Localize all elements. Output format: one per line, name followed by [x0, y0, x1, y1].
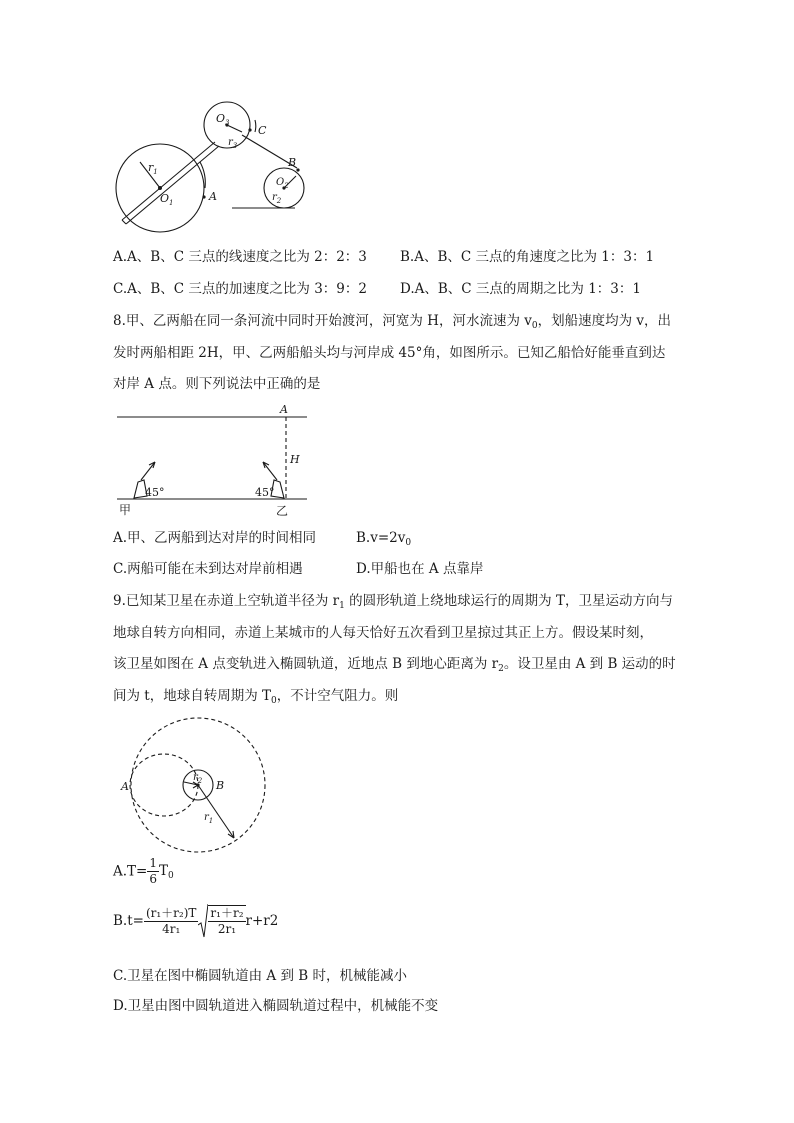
q9-stem-line-1: 9.已知某卫星在赤道上空轨道半径为 $r_1$ 的圆形轨道上绕地球运行的周期为 T，卫星运动方向与 — [113, 593, 673, 611]
label-jia: 甲 — [119, 503, 132, 517]
label-r3: $r_3$ — [228, 137, 238, 150]
label-b: B — [216, 779, 225, 792]
fraction-one-sixth: $\frac{1}{6}$ — [149, 856, 157, 886]
q7-option-b: B.A、B、C 三点的角速度之比为 1：3：1 — [400, 249, 655, 265]
rotation-arrow-o1 — [200, 162, 205, 188]
label-yi: 乙 — [276, 504, 289, 518]
label-point-a: A — [280, 403, 288, 416]
fraction-main: $\frac{\text{(r₁＋r₂)T}}{\text{4r₁}}$ — [145, 905, 197, 936]
label-r2: $r_2$ — [272, 192, 282, 205]
label-o2: $O_2$ — [276, 177, 289, 190]
point-b-dot — [296, 168, 299, 171]
label-angle-yi: 45° — [255, 486, 275, 499]
arrow-yi — [263, 462, 277, 480]
label-c: C — [258, 124, 267, 137]
q8-option-a: A.甲、乙两船到达对岸的时间相同 — [113, 530, 317, 546]
q7-option-d: D.A、B、C 三点的周期之比为 1：3：1 — [400, 281, 641, 297]
label-a: A — [121, 780, 129, 793]
q7-figure — [112, 100, 322, 235]
q9-stem-line-2: 地球自转方向相同，赤道上某城市的人每天恰好五次看到卫星掠过其正上方。假设某时刻， — [113, 625, 653, 641]
elliptical-orbit — [130, 754, 198, 816]
label-a: A — [209, 190, 217, 203]
q9-stem-line-4: 间为 t，地球自转周期为 $T_0$，不计空气阻力。则 — [113, 688, 399, 706]
point-c-dot — [248, 128, 251, 131]
q8-stem-line-2: 发时两船相距 2H，甲、乙两船船头均与河岸成 45°角，如图所示。已知乙船恰好能垂直到达 — [113, 345, 666, 361]
label-h: H — [290, 453, 300, 466]
q8-option-d: D.甲船也在 A 点靠岸 — [356, 561, 484, 577]
square-root: $\frac{\text{r₁＋r₂}}{\text{2r₁}}$ — [198, 903, 245, 939]
q9-option-d: D.卫星由图中圆轨道进入椭圆轨道过程中，机械能不变 — [113, 998, 439, 1014]
label-r2: $r_2$ — [193, 772, 203, 785]
q7-option-c: C.A、B、C 三点的加速度之比为 3：9：2 — [113, 281, 367, 297]
label-r1: $r_1$ — [204, 812, 214, 825]
label-o3: $O_3$ — [216, 112, 230, 127]
label-b: B — [288, 156, 297, 169]
q9-stem-line-3: 该卫星如图在 A 点变轨进入椭圆轨道，近地点 B 到地心距离为 $r_2$。设卫星由 A 到 B 运动的时 — [113, 656, 676, 674]
q9-option-b: B.t= $\frac{\text{(r₁＋r₂)T}}{\text{4r₁}}$ $\frac{\text{r₁＋r₂}}{\text{2r₁}}$ r+r2 — [113, 903, 278, 939]
q8-figure — [112, 400, 312, 520]
q8-stem-line-1: 8.甲、乙两船在同一条河流中同时开始渡河，河宽为 H，河水流速为 $v_0$，划船速度均为 v，出 — [113, 313, 672, 331]
q9-option-c: C.卫星在图中椭圆轨道由 A 到 B 时，机械能减小 — [113, 968, 407, 984]
q9-figure — [118, 710, 273, 860]
label-angle-jia: 45° — [145, 486, 165, 499]
q8-option-b: $B.v=2v_0$ — [356, 530, 412, 548]
label-r1: $r_1$ — [148, 161, 158, 176]
point-a-dot — [202, 195, 205, 198]
q8-option-c: C.两船可能在未到达对岸前相遇 — [113, 561, 303, 577]
q9-option-a: A.T= $\frac{1}{6}$ $T_0$ — [113, 856, 174, 886]
arrow-jia — [141, 462, 155, 480]
q8-stem-line-3: 对岸 A 点。则下列说法中正确的是 — [113, 376, 321, 392]
label-o1: $O_1$ — [160, 192, 174, 207]
q7-option-a: A.A、B、C 三点的线速度之比为 2：2：3 — [113, 249, 367, 265]
